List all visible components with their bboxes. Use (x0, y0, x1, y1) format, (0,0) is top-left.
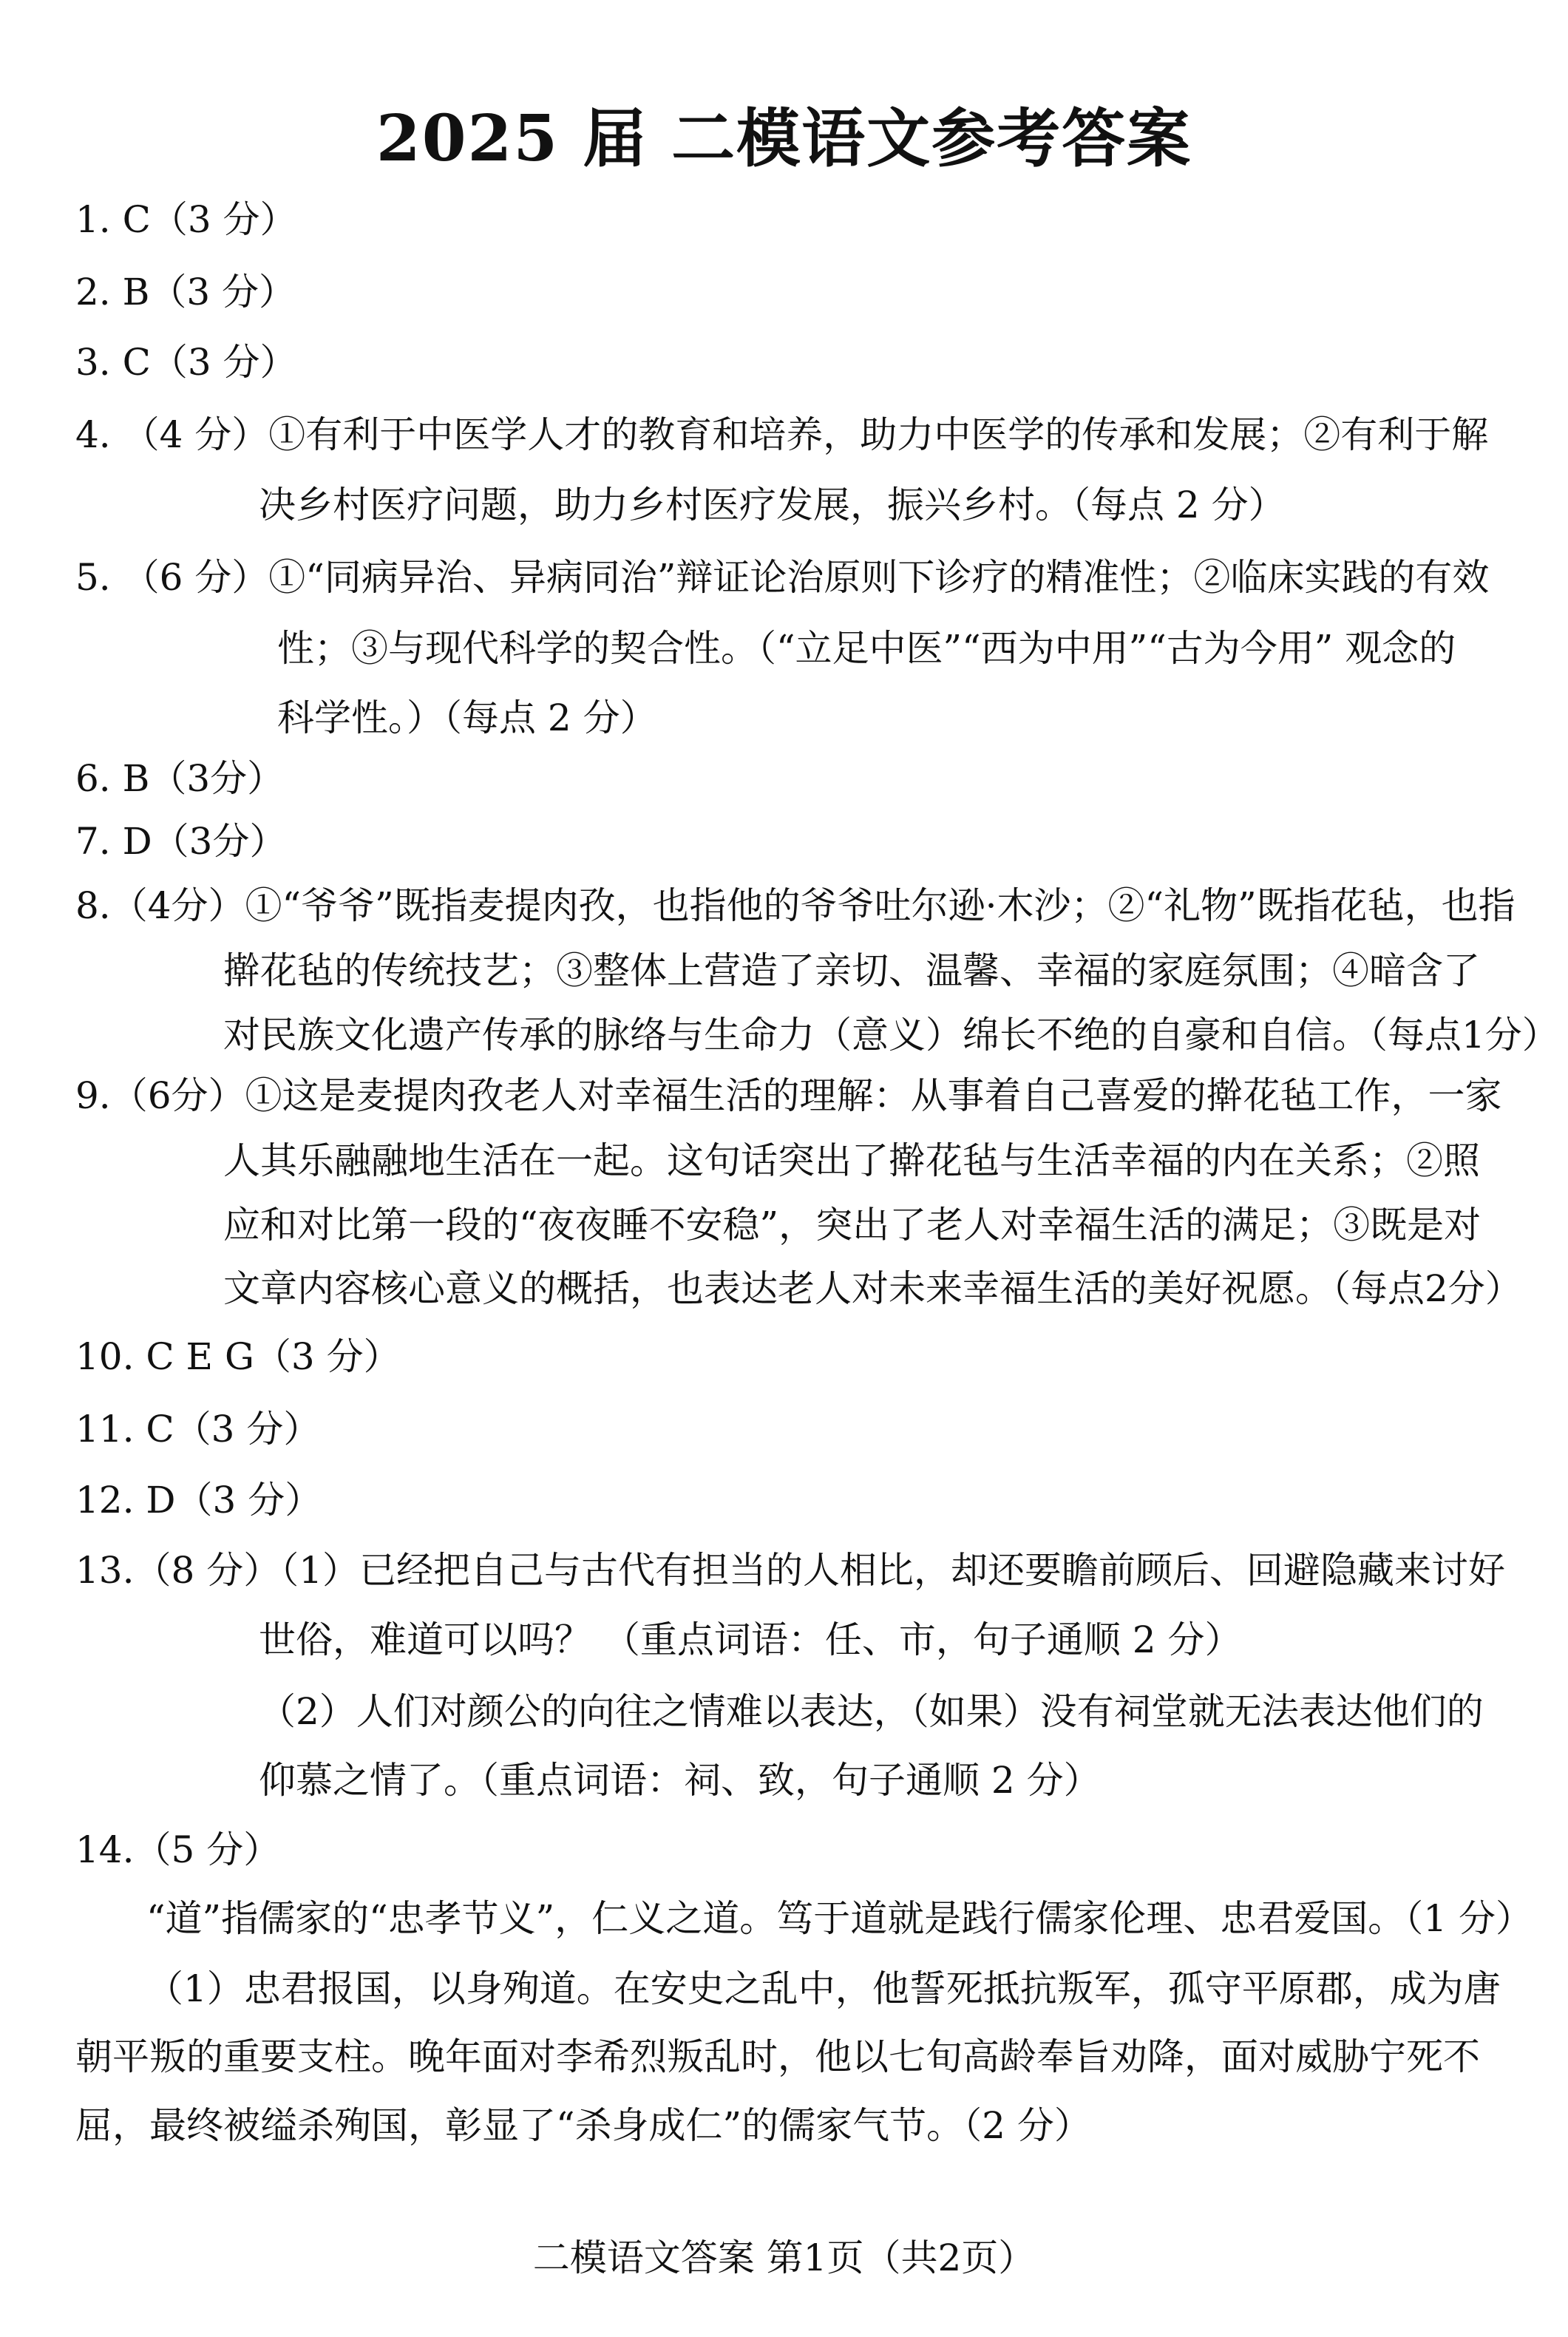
answer-13-line-3: （2）人们对颜公的向往之情难以表达，（如果）没有祠堂就无法表达他们的 (259, 1690, 1484, 1733)
answer-14-paragraph-2-line-2: 朝平叛的重要支柱。晚年面对李希烈叛乱时，他以七旬高龄奉旨劝降，面对威胁宁死不 (75, 2035, 1480, 2078)
answer-14-heading: 14.（5 分） (75, 1828, 281, 1871)
answer-5-line-3: 科学性。）（每点 2 分） (277, 696, 657, 739)
answer-14-paragraph-2-line-3: 屈，最终被缢杀殉国，彰显了“杀身成仁”的儒家气节。（2 分） (75, 2104, 1091, 2147)
answer-5-line-1: 5. （6 分）①“同病异治、异病同治”辩证论治原则下诊疗的精准性；②临床实践的有效 (75, 556, 1490, 599)
answer-12: 12. D（3 分） (75, 1479, 322, 1522)
answer-4-line-1: 4. （4 分）①有利于中医学人才的教育和培养，助力中医学的传承和发展；②有利于解 (75, 413, 1489, 456)
answer-14-paragraph-1: “道”指儒家的“忠孝节义”，仁义之道。笃于道就是践行儒家伦理、忠君爱国。（1 分） (146, 1897, 1533, 1940)
answer-8-line-1: 8.（4分）①“爷爷”既指麦提肉孜，也指他的爷爷吐尔逊·木沙；②“礼物”既指花毡，也指 (75, 884, 1516, 927)
answer-9-line-4: 文章内容核心意义的概括，也表达老人对未来幸福生活的美好祝愿。（每点2分） (223, 1267, 1522, 1310)
answer-5-line-2: 性；③与现代科学的契合性。（“立足中医”“西为中用”“古为今用” 观念的 (277, 627, 1456, 670)
answer-9-line-1: 9.（6分）①这是麦提肉孜老人对幸福生活的理解：从事着自己喜爱的擀花毡工作，一家 (75, 1074, 1502, 1117)
answer-10: 10. C E G（3 分） (75, 1335, 401, 1378)
answer-8-line-3: 对民族文化遗产传承的脉络与生命力（意义）绵长不绝的自豪和自信。（每点1分） (223, 1014, 1559, 1056)
answer-3: 3. C（3 分） (75, 341, 297, 384)
answer-9-line-2: 人其乐融融地生活在一起。这句话突出了擀花毡与生活幸福的内在关系；②照 (223, 1139, 1480, 1182)
answer-9-line-3: 应和对比第一段的“夜夜睡不安稳”，突出了老人对幸福生活的满足；③既是对 (223, 1204, 1482, 1246)
answer-2: 2. B（3 分） (75, 271, 296, 313)
answer-7: 7. D（3分） (75, 820, 287, 863)
answer-13-line-1: 13.（8 分）（1）已经把自己与古代有担当的人相比，却还要瞻前顾后、回避隐藏来讨好 (75, 1549, 1506, 1592)
page-footer: 二模语文答案 第1页（共2页） (532, 2236, 1036, 2279)
page-title: 2025 届 二模语文参考答案 (376, 101, 1192, 176)
answer-8-line-2: 擀花毡的传统技艺；③整体上营造了亲切、温馨、幸福的家庭氛围；④暗含了 (223, 949, 1480, 992)
answer-11: 11. C（3 分） (75, 1408, 321, 1451)
answer-1: 1. C（3 分） (75, 198, 297, 241)
answer-14-paragraph-2-line-1: （1）忠君报国，以身殉道。在安史之乱中，他誓死抵抗叛军，孤守平原郡，成为唐 (146, 1967, 1501, 2010)
answer-6: 6. B（3分） (75, 757, 285, 800)
answer-13-line-2: 世俗，难道可以吗？ （重点词语：任、市，句子通顺 2 分） (259, 1618, 1242, 1661)
answer-13-line-4: 仰慕之情了。（重点词语：祠、致，句子通顺 2 分） (259, 1759, 1101, 1802)
answer-4-line-2: 决乡村医疗问题，助力乡村医疗发展，振兴乡村。（每点 2 分） (259, 484, 1286, 526)
